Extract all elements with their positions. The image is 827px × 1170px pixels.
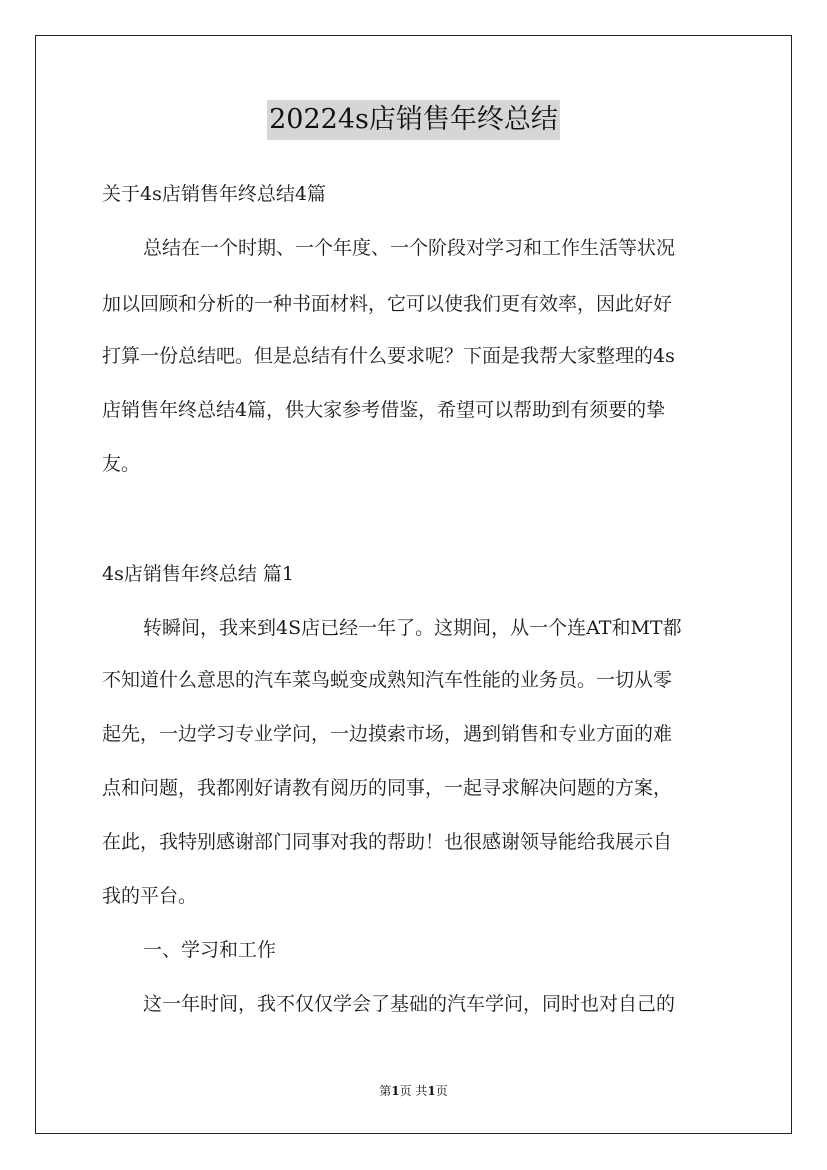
paragraph-line: 我的平台。 bbox=[102, 885, 198, 907]
paragraph-line: 这一年时间，我不仅仅学会了基础的汽车学问，同时也对自己的 bbox=[143, 993, 676, 1015]
footer-total-number: 1 bbox=[427, 1084, 436, 1098]
paragraph-line: 起先，一边学习专业学问，一边摸索市场，遇到销售和专业方面的难 bbox=[102, 723, 673, 745]
page-footer bbox=[0, 1083, 827, 1099]
paragraph-line: 友。 bbox=[102, 453, 141, 475]
paragraph-line: 总结在一个时期、一个年度、一个阶段对学习和工作生活等状况 bbox=[143, 237, 676, 259]
paragraph-line: 点和问题，我都刚好请教有阅历的同事，一起寻求解决问题的方案， bbox=[102, 777, 673, 799]
footer-page-number: 1 bbox=[391, 1084, 400, 1098]
paragraph-line: 不知道什么意思的汽车菜鸟蜕变成熟知汽车性能的业务员。一切从零 bbox=[102, 669, 673, 691]
footer-page-prefix: 第 bbox=[379, 1084, 392, 1098]
footer-total-prefix: 共 bbox=[415, 1084, 428, 1098]
document-title: 20224s店销售年终总结 bbox=[267, 100, 560, 140]
paragraph-line: 转瞬间，我来到4S店已经一年了。这期间，从一个连AT和MT都 bbox=[143, 617, 682, 639]
footer-total-suffix: 页 bbox=[435, 1084, 448, 1098]
section-heading: 4s店销售年终总结 篇1 bbox=[102, 563, 294, 585]
paragraph-line: 店销售年终总结4篇，供大家参考借鉴，希望可以帮助到有须要的挚 bbox=[102, 399, 666, 421]
subsection-heading: 一、学习和工作 bbox=[143, 939, 277, 961]
paragraph-line: 加以回顾和分析的一种书面材料，它可以使我们更有效率，因此好好 bbox=[102, 293, 673, 315]
paragraph-line: 在此，我特别感谢部门同事对我的帮助！也很感谢领导能给我展示自 bbox=[102, 831, 673, 853]
intro-heading: 关于4s店销售年终总结4篇 bbox=[102, 183, 326, 205]
footer-page-suffix: 页 bbox=[399, 1084, 412, 1098]
title-container bbox=[0, 100, 827, 140]
paragraph-line: 打算一份总结吧。但是总结有什么要求呢？下面是我帮大家整理的4s bbox=[102, 345, 675, 367]
